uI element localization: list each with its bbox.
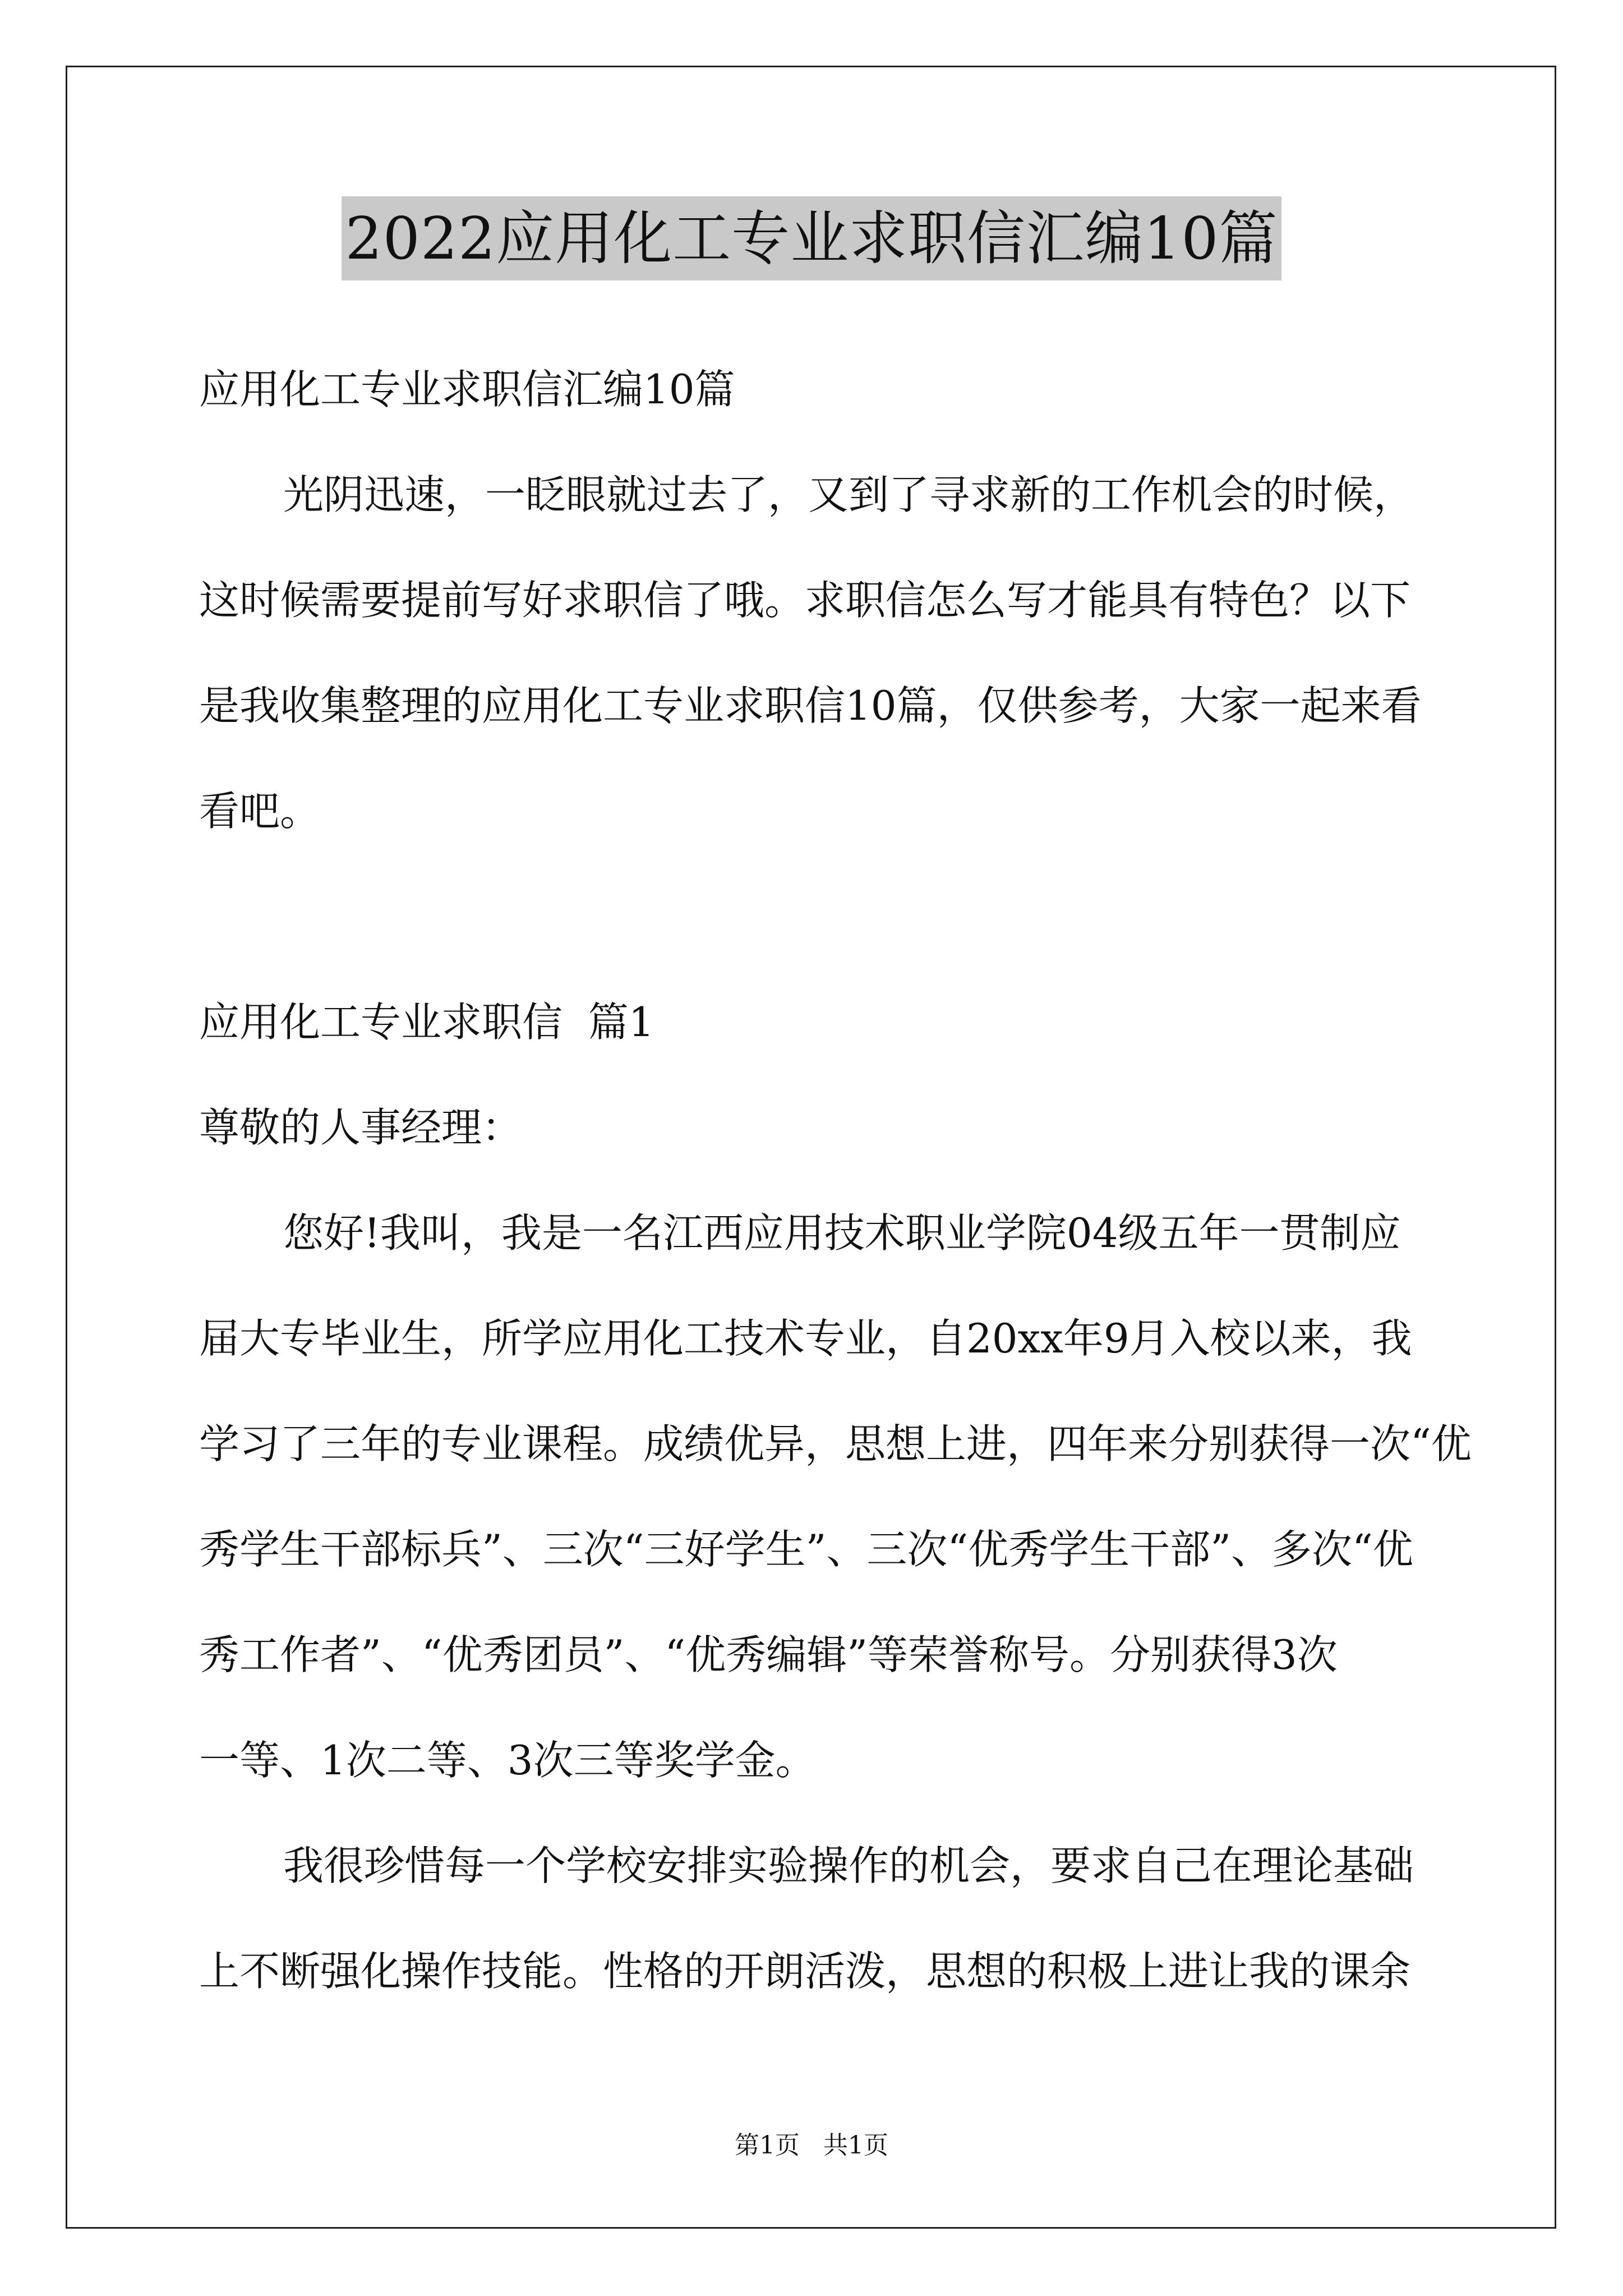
text-line: 您好!我叫，我是一名江西应用技术职业学院04级五年一贯制应 <box>283 1209 1401 1257</box>
text-line: 届大专毕业生，所学应用化工技术专业，自20xx年9月入校以来，我 <box>199 1315 1412 1362</box>
text-line: 秀工作者”、“优秀团员”、“优秀编辑”等荣誉称号。分别获得3次 <box>199 1631 1338 1678</box>
section-heading <box>199 969 1424 1075</box>
paragraph-line <box>199 1391 1472 1497</box>
title-block <box>0 196 1623 280</box>
paragraph-line <box>199 547 1424 653</box>
text-line: 这时候需要提前写好求职信了哦。求职信怎么写才能具有特色？以下 <box>199 577 1411 624</box>
text-line: 尊敬的人事经理： <box>199 1104 523 1151</box>
text-line: 光阴迅速，一眨眼就过去了，又到了寻求新的工作机会的时候， <box>283 471 1414 518</box>
paragraph-line <box>199 442 1424 547</box>
text-line: 是我收集整理的应用化工专业求职信10篇，仅供参考，大家一起来看 <box>199 682 1422 729</box>
text-line: 应用化工专业求职信 篇1 <box>199 999 654 1046</box>
text-line: 秀学生干部标兵”、三次“三好学生”、三次“优秀学生干部”、多次“优 <box>199 1526 1413 1573</box>
paragraph-line <box>199 758 1424 864</box>
text-line: 应用化工专业求职信汇编10篇 <box>199 366 735 413</box>
paragraph-line <box>199 1918 1424 2024</box>
text-line: 我很珍惜每一个学校安排实验操作的机会，要求自己在理论基础 <box>283 1842 1414 1889</box>
blank-line <box>199 864 1424 969</box>
document-title: 2022应用化工专业求职信汇编10篇 <box>342 196 1281 280</box>
text-line: 学习了三年的专业课程。成绩优异，思想上进，四年来分别获得一次“优 <box>199 1420 1472 1467</box>
paragraph-line <box>199 1286 1424 1391</box>
text-line: 看吧。 <box>199 788 321 835</box>
paragraph-line <box>199 1602 1424 1708</box>
text-line: 一等、1次二等、3次三等奖学金。 <box>199 1737 816 1784</box>
paragraph-line <box>199 1497 1424 1602</box>
paragraph-line <box>199 1180 1424 1286</box>
paragraph-line <box>199 653 1424 758</box>
subtitle-line <box>199 337 1424 442</box>
paragraph-line <box>199 1708 1424 1813</box>
page-footer: 第1页 共1页 <box>735 2131 888 2160</box>
paragraph-line <box>199 1813 1424 1918</box>
text-line: 上不断强化操作技能。性格的开朗活泼，思想的积极上进让我的课余 <box>199 1948 1411 1995</box>
document-body <box>199 337 1472 2024</box>
salutation <box>199 1075 1424 1180</box>
